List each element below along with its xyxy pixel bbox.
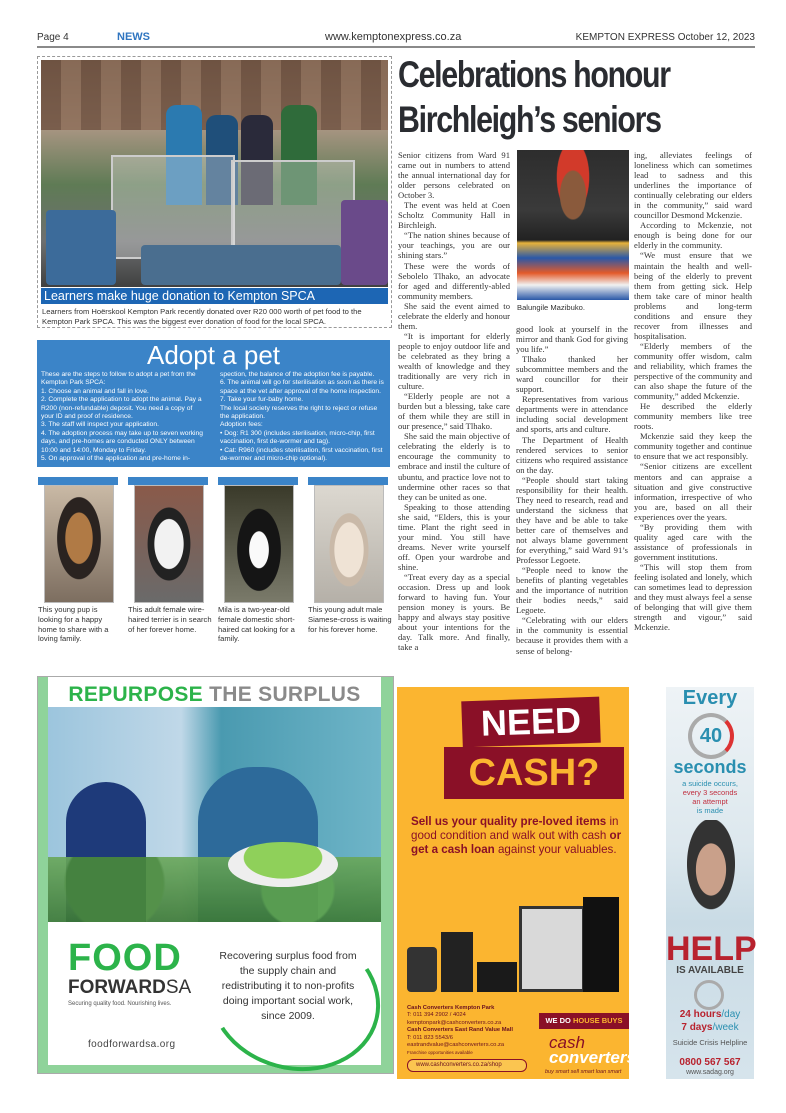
terrier-photo: [134, 485, 204, 603]
step-text: 3. The staff will inspect your application.: [41, 421, 159, 429]
ad-food-forward[interactable]: [37, 676, 394, 1074]
helpline-number[interactable]: 0800 567 567: [679, 1057, 741, 1068]
stat-line: a suicide occurs,: [682, 779, 738, 788]
days-rest: /week: [712, 1022, 739, 1033]
step-text: spection, the balance of the adoption fee is payable.: [220, 371, 375, 378]
caption-title: Learners make huge donation to Kempton SPCA: [41, 288, 388, 304]
paragraph: She said the main objective of celebrating the elderly is to encourage the community to embrace and instil the culture of ubuntu, and practice love not to undermine other races so that they can be united as one.: [398, 431, 510, 502]
headline-line: Birchleigh’s seniors: [398, 99, 661, 140]
stat-line: every 3 seconds: [682, 788, 738, 797]
sell-bold: Sell us your quality pre-loved items: [411, 815, 607, 828]
brand-slogan: buy smart sell smart loan smart: [545, 1069, 622, 1075]
paragraph: The event was held at Coen Scholtz Community Hall in Birchleigh.: [398, 200, 510, 231]
stat-line: is made: [696, 806, 724, 815]
ad-cash-converters[interactable]: [397, 687, 636, 1079]
paragraph: “People should start taking responsibility for their health. They need to research, read and understand the sickness that they have and be able to take better care of themselves and not always blame government for everything,” said Ward 91’s Professor Legoete.: [516, 474, 628, 566]
product-camera: [477, 962, 517, 992]
paragraph: ing, alleviates feelings of loneliness which can sometimes lead to sadness and this underlines the importance of continually celebrating our elders in the community,” said ward councillor Desmond Mckenzie.: [634, 150, 752, 221]
pet-food-bags: [46, 210, 116, 285]
store-phone: T: 011 823 5543/6: [407, 1034, 453, 1041]
need-banner: NEED: [461, 697, 601, 748]
paragraph: The Department of Health rendered services to senior citizens who required assistance on the day.: [516, 434, 628, 475]
sadag-website[interactable]: www.sadag.org: [686, 1069, 734, 1076]
step-text: 4. The adoption process may take up to seven working days, and pre-homes are conducted ONLY between 10:00 and 14:00, Monday to Friday.: [41, 429, 203, 454]
article-headline: [398, 52, 759, 142]
headline-line: Celebrations honour: [398, 54, 670, 95]
article-column-3: [634, 150, 752, 632]
pup-photo: [44, 485, 114, 603]
pet-card-tab: [218, 477, 298, 485]
logo-tagline: Securing quality food. Nourishing lives.: [68, 1001, 172, 1007]
pet-caption: This young pup is looking for a happy home to share with a loving family.: [38, 605, 109, 644]
paragraph: Tlhako thanked her subcommittee members and the ward councillor for their support.: [516, 354, 628, 395]
ad-photo-workers: [48, 707, 381, 922]
is-available-text: IS AVAILABLE: [676, 965, 744, 976]
cash-converters-logo: [549, 1035, 636, 1065]
logo-converters: converters: [549, 1048, 636, 1067]
days-line: [666, 1022, 754, 1033]
hours-rest: /day: [721, 1009, 741, 1020]
pet-caption: Mila is a two-year-old female domestic short-haired cat looking for a family.: [218, 605, 295, 644]
paragraph: “Treat every day as a special occasion. Dress up and look forward to having fun. Your pension money is yours. Be happy and always stay positive about your intentions for the day. Talk more. And finally, take a: [398, 571, 510, 653]
paragraph: “Elderly people are not a burden but a blessing, take care of them while they are still in our presence,” said Tlhako.: [398, 391, 510, 432]
pet-caption: This young adult male Siamese-cross is waiting for his forever home.: [308, 605, 392, 634]
ad-title: [48, 683, 381, 707]
ad-sadag-suicide-helpline[interactable]: [666, 687, 757, 1079]
step-text: • Dog: R1 300 (includes sterilisation, micro-chip, first vaccination, first de-wormer and tag).: [220, 429, 375, 446]
step-text: 7. Take your fur-baby home.: [220, 396, 304, 404]
paragraph: “People need to know the benefits of planting vegetables and the importance of nutrition their bodies needs,” said Legoete.: [516, 565, 628, 616]
every-text: Every: [682, 687, 738, 709]
pet-card-mila: [218, 477, 298, 644]
store-name: Cash Converters East Rand Value Mall: [407, 1027, 513, 1034]
photo-caption: Balungile Mazibuko.: [517, 303, 585, 312]
trolley: [111, 155, 235, 259]
site-url[interactable]: www.kemptonexpress.co.za: [325, 31, 462, 43]
seconds-text: seconds: [673, 757, 747, 777]
step-text: 1. Choose an animal and fall in love.: [41, 387, 149, 395]
paragraph: She said the event aimed to celebrate the elderly and honour them.: [398, 300, 510, 331]
pet-card-pup: [38, 477, 118, 644]
paragraph: “The nation shines because of your teachings, you are our shining stars.”: [398, 230, 510, 261]
spca-photo-story: [37, 56, 392, 328]
balungile-mazibuko-photo: [517, 150, 629, 300]
pet-card-tab: [128, 477, 208, 485]
pet-food-bags: [341, 200, 388, 285]
siamese-photo: [314, 485, 384, 603]
paragraph: “This will stop them from feeling isolated and lonely, which can sometimes lead to depression and they must always feel a sense of belonging that will give them strength and vigour,” said Mckenzie.: [634, 561, 752, 633]
adopt-steps-left: [41, 371, 207, 463]
sell-text: [411, 815, 626, 857]
step-text: 2. Complete the application to adopt the animal. Pay a R200 (non-refundable) deposit. You need a copy of your ID and proof of residence.: [41, 396, 202, 421]
house-buys-banner: [539, 1013, 629, 1029]
paragraph: He described the elderly community members like tree roots.: [634, 401, 752, 432]
publication-date: KEMPTON EXPRESS October 12, 2023: [575, 32, 755, 43]
paragraph: “We must ensure that we maintain the health and well-being of the elderly to prevent them from getting sick. Help them take care of minor health problems and long-term conditions and ensure they recover from illnesses and hospitalisation.: [634, 250, 752, 341]
store-email: eastrandvalue@cashconverters.co.za: [407, 1042, 505, 1049]
pet-caption: This adult female wire-haired terrier is in search of her forever home.: [128, 605, 212, 634]
pet-card-terrier: [128, 477, 212, 634]
adopt-a-pet-box: [37, 340, 390, 467]
hours-line: [666, 1009, 754, 1020]
logo-cash: cash: [549, 1033, 585, 1052]
cash-banner: CASH?: [444, 747, 624, 799]
logo-forward: [68, 977, 198, 999]
sell-bold: or get a cash loan: [411, 829, 622, 856]
cat-photo: [224, 485, 294, 603]
franchise-note: Franchise opportunities available: [407, 1050, 473, 1056]
step-text: The local society reserves the right to reject or refuse the application.: [220, 404, 378, 421]
product-air-fryer: [441, 932, 473, 992]
step-text: Adoption fees:: [220, 421, 263, 429]
section-label: NEWS: [117, 31, 150, 43]
paragraph: good look at yourself in the mirror and thank God for giving you life.”: [516, 324, 628, 355]
crisis-label: Suicide Crisis Helpline: [672, 1038, 748, 1047]
pet-card-siamese: [308, 477, 392, 634]
paragraph: “Elderly members of the community offer wisdom, calm and reliability, which frames the perspective of the community and can also shape the future of the community,” added Mckenzie.: [634, 340, 752, 402]
logo-food: FOOD: [68, 937, 182, 979]
page-header: [37, 30, 755, 48]
paragraph: These were the words of Sebolelo Tlhako, an advocate for aged and differently-abled community members.: [398, 260, 510, 301]
pet-card-tab: [38, 477, 118, 485]
paragraph: Speaking to those attending she said, “Elders, this is your time. Plant the right seed in your mind. You still have dreams. Never write yourself off. Open your wardrobe and shine.: [398, 501, 510, 572]
logo-sa: SA: [165, 977, 192, 998]
step-text: 5. On approval of the application and pre-home in-: [41, 455, 191, 463]
paragraph: Senior citizens from Ward 91 came out in numbers to attend the annual international day for older persons celebrated on October 3.: [398, 150, 510, 201]
page-number: Page 4: [37, 32, 69, 43]
store-contacts: [407, 1005, 535, 1057]
seconds-number: 40: [699, 725, 723, 747]
paragraph: “Celebrating with our elders in the community is essential because it provides them with a sense of belong-: [516, 615, 628, 656]
days-bold: 7 days: [681, 1022, 713, 1033]
stopwatch-icon: [688, 713, 734, 759]
title-green: REPURPOSE: [68, 683, 203, 706]
caption-text: Learners from Hoërskool Kempton Park recently donated over R20 000 worth of pet food to the Kempton Park SPCA. This was the biggest ever donation of food for the local SPCA.: [42, 307, 362, 326]
ad-website[interactable]: foodforwardsa.org: [88, 1039, 176, 1050]
title-grey: THE SURPLUS: [202, 683, 361, 706]
adopt-title: Adopt a pet: [147, 340, 280, 370]
step-text: • Cat: R960 (includes sterilisation, first vaccination, first de-wormer and micro-chip optional).: [220, 446, 383, 463]
paragraph: Mckenzie said they keep the community together and continue to ensure that we act responsibly.: [634, 431, 752, 462]
products-image: [407, 882, 622, 992]
food-forward-logo: [68, 939, 198, 1007]
paragraph: According to Mckenzie, not enough is being done for our elderly in the community.: [634, 220, 752, 251]
shop-url[interactable]: www.cashconverters.co.za/shop: [407, 1059, 527, 1072]
article-column-1: [398, 150, 510, 652]
stat-line: an attempt: [692, 797, 728, 806]
ad-blurb: Recovering surplus food from the supply chain and redistributing it to non-profits doing important social work, since 2009.: [219, 950, 357, 1022]
we-do-text: WE DO: [545, 1016, 573, 1025]
adopt-steps-right: [220, 371, 386, 463]
sell-part: in good condition and walk out with cash: [411, 815, 619, 842]
product-coffee-machine: [407, 947, 437, 992]
help-heading: HELP: [666, 930, 757, 968]
hours-bold: 24 hours: [679, 1009, 722, 1020]
sell-part: against your valuables.: [494, 843, 617, 856]
paragraph: Representatives from various departments were in attendance including social development and sports, arts and culture.: [516, 394, 628, 435]
pet-food-bags: [141, 245, 341, 285]
vegetable-bowl: [228, 842, 338, 887]
product-console: [583, 897, 619, 992]
house-buys-text: HOUSE BUYS: [572, 1016, 623, 1025]
article-column-2: [516, 324, 628, 656]
woman-photo: [676, 820, 746, 930]
store-name: Cash Converters Kempton Park: [407, 1005, 495, 1011]
step-text: These are the steps to follow to adopt a pet from the Kempton Park SPCA:: [41, 371, 196, 387]
step-text: 6. The animal will go for sterilisation as soon as there is space at the vet after approval of the home inspection.: [220, 379, 384, 395]
store-phone: T: 011 394 2902 / 4024: [407, 1012, 466, 1019]
paragraph: “Senior citizens are excellent mentors and can appraise a situation and give constructive information, irrespective of who you are, based on all their experiences over the years.: [634, 461, 752, 522]
spca-donation-photo: [41, 60, 388, 287]
clock-icon: [694, 980, 724, 1010]
store-email: kemptonpark@cashconverters.co.za: [407, 1019, 502, 1026]
paragraph: “It is important for elderly people to enjoy outdoor life and be celebrated as they bring a wealth of knowledge and they traditionally are very rich in culture.: [398, 330, 510, 392]
pet-card-tab: [308, 477, 388, 485]
paragraph: “By providing them with quality aged care with the assistance of professionals in government institutions.: [634, 521, 752, 562]
ad-inner: [48, 677, 381, 1065]
product-monitor: [519, 906, 585, 992]
logo-forward-word: FORWARD: [68, 977, 166, 998]
